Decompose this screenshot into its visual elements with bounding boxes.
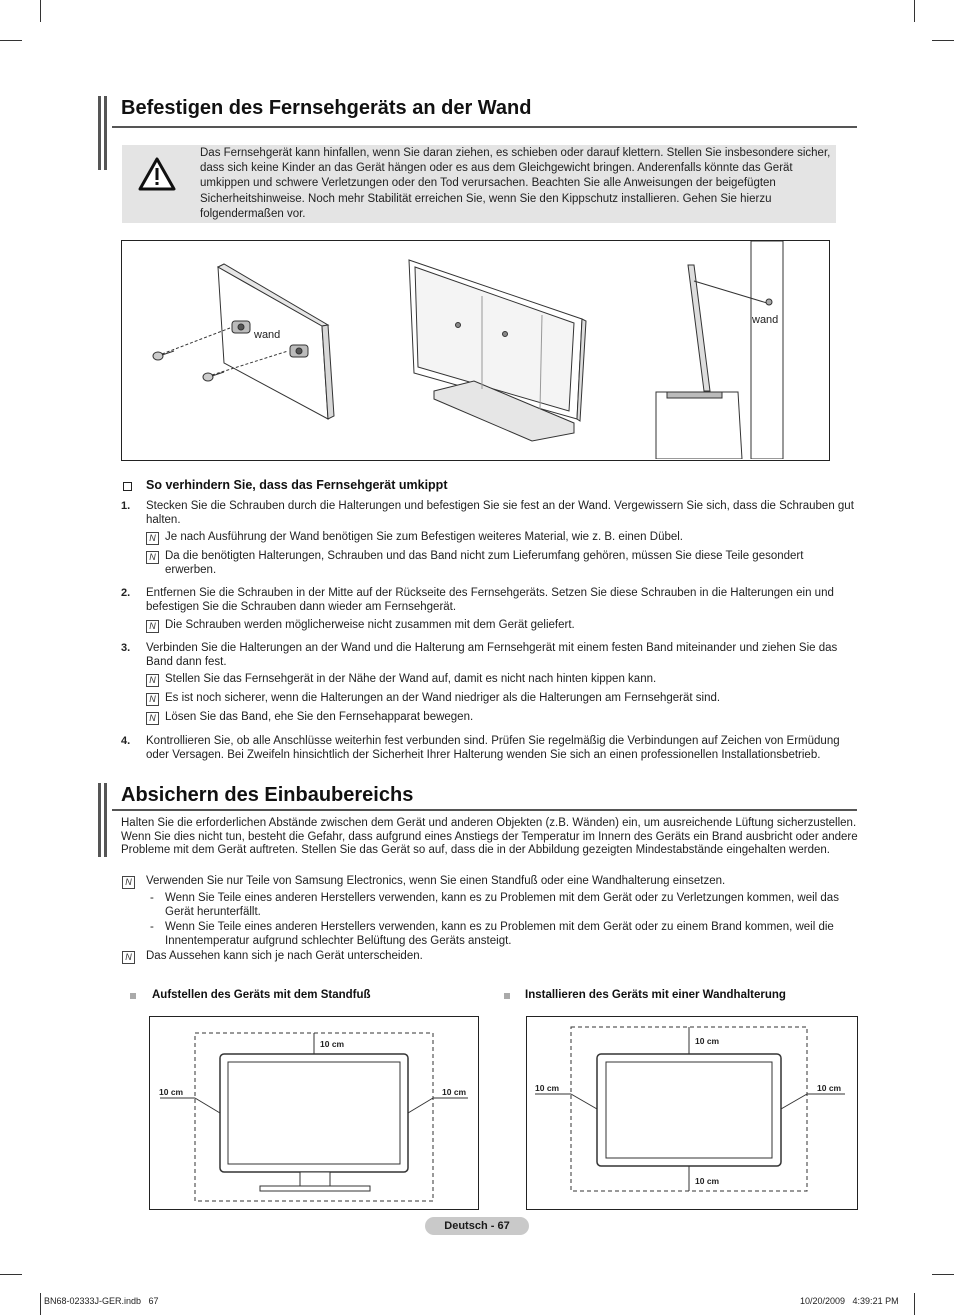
clearance-label-bottom: 10 cm [695,1176,720,1186]
footer-file: BN68-02333J-GER.indb 67 [44,1296,159,1306]
note-text: Lösen Sie das Band, ehe Sie den Fernsehapparat bewegen. [165,711,474,723]
crop-mark [914,0,915,22]
section-bar [104,96,107,170]
note-text: Da die benötigten Halterungen, Schrauben und das Band nicht zum Lieferumfang gehören, müssen Sie diese Teile gesondert erwerben. [165,550,804,576]
note-icon: N [146,620,159,633]
step-text: Entfernen Sie die Schrauben in der Mitte auf der Rückseite des Fernsehgeräts. Setzen Sie diese Schrauben in die Halterungen ein und befestigen Sie die Schrauben dann wieder am Fernsehgerät. [146,587,834,613]
figure-caption: Installieren des Geräts mit einer Wandhalterung [525,989,786,1001]
section-underline [112,809,857,811]
note-text: Stellen Sie das Fernsehgerät in der Nähe der Wand auf, damit es nicht nach hinten kippen kann. [165,673,657,685]
section-title: Befestigen des Fernsehgeräts an der Wand [121,97,532,119]
step-text: Kontrollieren Sie, ob alle Anschlüsse weiterhin fest verbunden sind. Prüfen Sie regelmäßig die Verbindungen auf Zeichen von Ermüdung oder Versagen. Bei Zweifeln hinsichtlich der Sicherheit Ihrer Halterung wenden Sie sich an einen professionellen Installationsbetrieb. [146,735,840,761]
wall-panel [218,264,334,419]
warning-triangle-icon [137,156,177,192]
note-icon: N [146,532,159,545]
step-number: 3. [121,642,131,654]
note-text: Die Schrauben werden möglicherweise nicht zusammen mit dem Gerät geliefert. [165,619,575,631]
figure-caption: Aufstellen des Geräts mit dem Standfuß [152,989,371,1001]
subheading: So verhindern Sie, dass das Fernsehgerät umkippt [146,478,448,492]
clearance-label-right: 10 cm [817,1083,842,1093]
checkbox-icon [123,482,132,491]
intro-text: Halten Sie die erforderlichen Abstände zwischen dem Gerät und anderen Objekten (z.B. Wänden) ein, um ausreichende Lüftung sicherzustellen. Wenn Sie dies nicht tun, besteht die Gefahr, dass aufgrund eines Anstiegs der Temperatur im Innern des Geräts ein Brand ausbricht oder andere Probleme mit dem Gerät auftreten. Stellen Sie das Gerät so auf, dass die in der Abbildung gezeigten Mindestabstände eingehalten werden. [121,817,858,857]
crop-mark [0,1274,22,1275]
crop-mark [914,1293,915,1315]
mounting-illustration [122,241,828,459]
bullet-dash: - [150,892,154,904]
note-icon: N [146,693,159,706]
wallmount-clearance-diagram [527,1017,857,1209]
note-icon: N [122,876,135,889]
section-title: Absichern des Einbaubereichs [121,784,414,806]
note-icon: N [146,551,159,564]
clearance-label-left: 10 cm [159,1087,184,1097]
clearance-label-left: 10 cm [535,1083,560,1093]
section-underline [112,126,857,128]
step-text: Verbinden Sie die Halterungen an der Wand und die Halterung am Fernsehgerät mit einem festen Band miteinander und ziehen Sie das Band dann fest. [146,642,838,668]
note-text: Je nach Ausführung der Wand benötigen Sie zum Befestigen weiteres Material, wie z. B. einen Dübel. [165,531,684,543]
section-bar [98,96,101,170]
crop-mark [932,40,954,41]
crop-mark [0,40,22,41]
note-text: Das Aussehen kann sich je nach Gerät unterscheiden. [146,950,423,962]
bullet-dash: - [150,921,154,933]
tv-side [656,241,783,459]
tv-back [409,260,586,441]
stand-clearance-diagram [150,1017,478,1209]
step-text: Stecken Sie die Schrauben durch die Halterungen und befestigen Sie sie fest an der Wand. Vergewissern Sie sich, dass die Schrauben gut halten. [146,500,854,526]
note-text: Es ist noch sicherer, wenn die Halterungen an der Wand niedriger als die Halterungen am Fernsehgerät sind. [165,692,721,704]
footer-timestamp: 10/20/2009 4:39:21 PM [800,1296,899,1306]
bullet-text: Wenn Sie Teile eines anderen Herstellers verwenden, kann es zu Problemen mit dem Gerät oder zu Verletzungen kommen, weil das Gerät herunterfällt. [165,892,839,918]
step-number: 2. [121,587,131,599]
crop-mark [932,1274,954,1275]
step-number: 4. [121,735,131,747]
square-bullet-icon [130,993,136,999]
note-icon: N [146,712,159,725]
square-bullet-icon [504,993,510,999]
step-number: 1. [121,500,131,512]
wall-label-right: wand [752,314,779,326]
section-bar [98,783,101,857]
page-number: Deutsch - 67 [425,1217,529,1235]
note-icon: N [146,674,159,687]
crop-mark [40,1293,41,1315]
clearance-label-top: 10 cm [320,1039,345,1049]
warning-text: Das Fernsehgerät kann hinfallen, wenn Sie daran ziehen, es schieben oder darauf klettern. Stellen Sie insbesondere sicher, dass sich keine Kinder an das Gerät hängen oder es aus dem Gleichgewicht bringen. Anderenfalls könnte das Gerät umkippen und schwere Verletzungen oder den Tod verursachen. Beachten Sie alle Anweisungen der beigefügten Sicherheitshinweise. Noch mehr Stabilität erreichen Sie, wenn Sie den Kippschutz installieren. Gehen Sie hierzu folgendermaßen vor. [200,147,831,220]
wall-label-left: wand [254,329,281,341]
bullet-text: Wenn Sie Teile eines anderen Herstellers verwenden, kann es zu Problemen mit dem Gerät oder zu einem Brand kommen, weil die Innentemperatur aufgrund schlechter Belüftung des Geräts ansteigt. [165,921,834,947]
crop-mark [40,0,41,22]
clearance-label-top: 10 cm [695,1036,720,1046]
clearance-label-right: 10 cm [442,1087,467,1097]
note-icon: N [122,951,135,964]
section-bar [104,783,107,857]
note-text: Verwenden Sie nur Teile von Samsung Electronics, wenn Sie einen Standfuß oder eine Wandhalterung einsetzen. [146,875,726,887]
